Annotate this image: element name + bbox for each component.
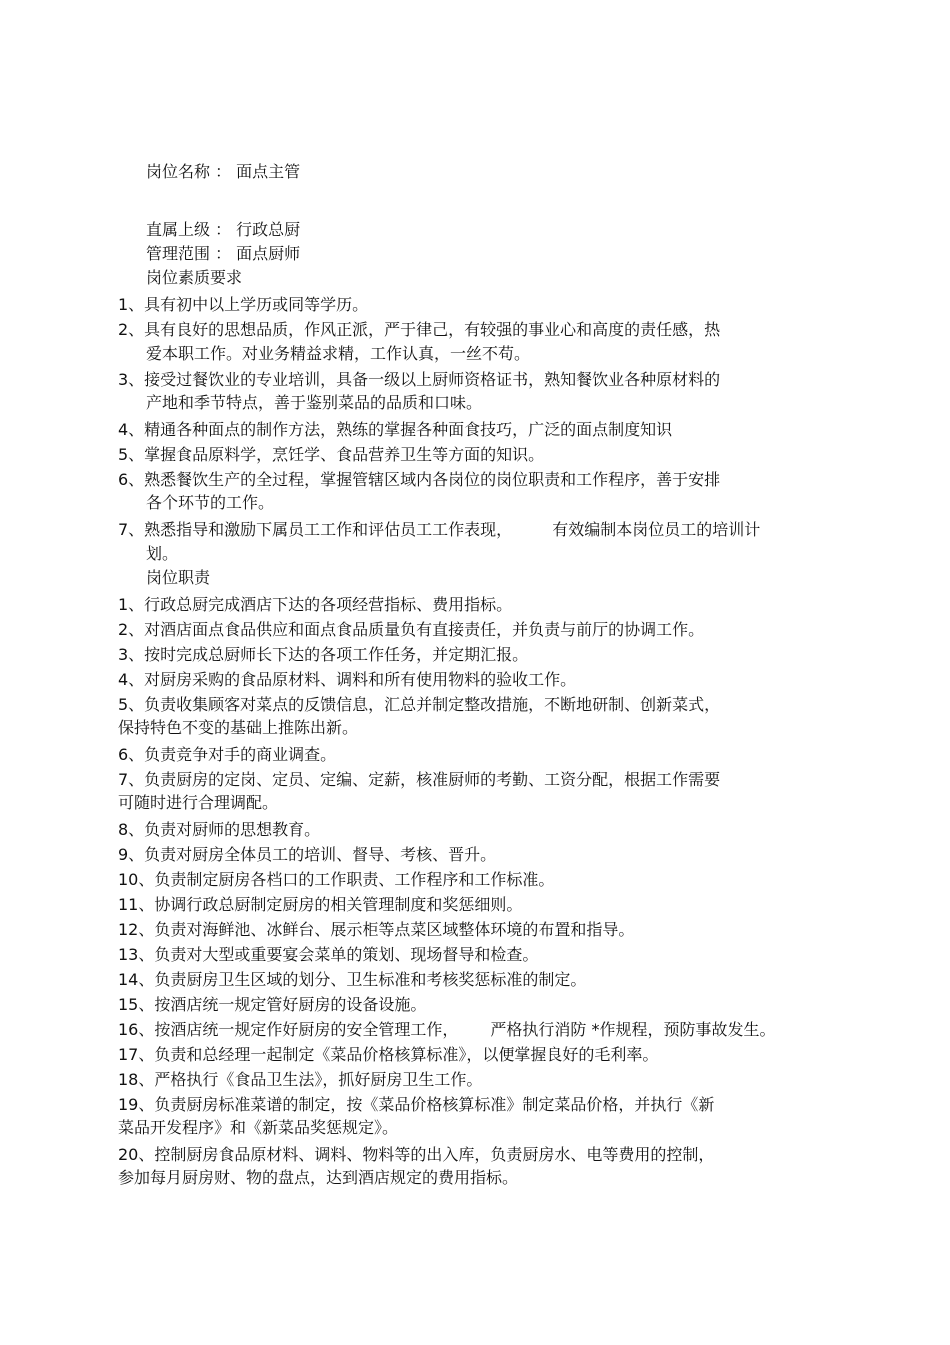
management-scope-line: 管理范围 ： 面点厨师 — [146, 244, 301, 263]
qualification-item-part: 7、熟悉指导和激励下属员工工作和评估员工工作表现， — [118, 520, 513, 539]
duty-item: 13、负责对大型或重要宴会菜单的策划、现场督导和检查。 — [118, 945, 539, 964]
duty-item: 11、协调行政总厨制定厨房的相关管理制度和奖惩细则。 — [118, 895, 523, 914]
duty-item-continuation: 菜品开发程序》和《新菜品奖惩规定》。 — [118, 1118, 399, 1137]
duty-item: 5、负责收集顾客对菜点的反馈信息，汇总并制定整改措施，不断地研制、创新菜式， — [118, 695, 721, 714]
duty-item: 6、负责竞争对手的商业调查。 — [118, 745, 337, 764]
qualification-item-continuation: 产地和季节特点，善于鉴别菜品的品质和口味。 — [146, 393, 483, 412]
duty-item-part: 16、按酒店统一规定作好厨房的安全管理工作， — [118, 1020, 459, 1039]
duty-item: 9、负责对厨房全体员工的培训、督导、考核、晋升。 — [118, 845, 497, 864]
duty-item: 15、按酒店统一规定管好厨房的设备设施。 — [118, 995, 427, 1014]
qualifications-heading: 岗位素质要求 — [146, 268, 243, 287]
duty-item: 20、控制厨房食品原材料、调料、物料等的出入库，负责厨房水、电等费用的控制， — [118, 1145, 715, 1164]
job-title-line: 岗位名称 ： 面点主管 — [146, 162, 301, 181]
qualification-item: 4、精通各种面点的制作方法，熟练的掌握各种面食技巧，广泛的面点制度知识 — [118, 420, 673, 439]
qualification-item: 5、掌握食品原料学，烹饪学、食品营养卫生等方面的知识。 — [118, 445, 545, 464]
qualification-item-continuation: 爱本职工作。对业务精益求精，工作认真，一丝不苟。 — [146, 344, 531, 363]
duty-item: 19、负责厨房标准菜谱的制定，按《菜品价格核算标准》制定菜品价格，并执行《新 — [118, 1095, 715, 1114]
qualification-item-continuation: 各个环节的工作。 — [146, 493, 275, 512]
qualification-item-part: 有效编制本岗位员工的培训计 — [552, 520, 761, 539]
duty-item-continuation: 参加每月厨房财、物的盘点，达到酒店规定的费用指标。 — [118, 1168, 519, 1187]
qualification-item: 3、接受过餐饮业的专业培训，具备一级以上厨师资格证书，熟知餐饮业各种原材料的 — [118, 370, 721, 389]
qualification-item-continuation: 划。 — [146, 544, 179, 563]
duty-item: 18、严格执行《食品卫生法》，抓好厨房卫生工作。 — [118, 1070, 483, 1089]
duty-item: 12、负责对海鲜池、冰鲜台、展示柜等点菜区域整体环境的布置和指导。 — [118, 920, 635, 939]
duty-item — [118, 1020, 775, 1040]
duty-item-continuation: 保持特色不变的基础上推陈出新。 — [118, 718, 359, 737]
qualification-item: 2、具有良好的思想品质，作风正派，严于律己，有较强的事业心和高度的责任感，热 — [118, 320, 721, 339]
duty-item: 17、负责和总经理一起制定《菜品价格核算标准》，以便掌握良好的毛利率。 — [118, 1045, 659, 1064]
qualification-item: 1、具有初中以上学历或同等学历。 — [118, 295, 369, 314]
qualification-item — [118, 520, 760, 540]
duty-item: 3、按时完成总厨师长下达的各项工作任务，并定期汇报。 — [118, 645, 529, 664]
direct-superior-line: 直属上级 ： 行政总厨 — [146, 220, 301, 239]
qualification-item: 6、熟悉餐饮生产的全过程，掌握管辖区域内各岗位的岗位职责和工作程序，善于安排 — [118, 470, 721, 489]
duty-item: 8、负责对厨师的思想教育。 — [118, 820, 321, 839]
duty-item: 2、对酒店面点食品供应和面点食品质量负有直接责任，并负责与前厅的协调工作。 — [118, 620, 705, 639]
duty-item: 14、负责厨房卫生区域的划分、卫生标准和考核奖惩标准的制定。 — [118, 970, 587, 989]
duties-heading: 岗位职责 — [146, 568, 211, 587]
duty-item-part: 严格执行消防 *作规程，预防事故发生。 — [490, 1020, 776, 1039]
duty-item: 4、对厨房采购的食品原材料、调料和所有使用物料的验收工作。 — [118, 670, 577, 689]
duty-item: 1、行政总厨完成酒店下达的各项经营指标、费用指标。 — [118, 595, 513, 614]
duty-item-continuation: 可随时进行合理调配。 — [118, 793, 279, 812]
duty-item: 7、负责厨房的定岗、定员、定编、定薪，核准厨师的考勤、工资分配，根据工作需要 — [118, 770, 721, 789]
duty-item: 10、负责制定厨房各档口的工作职责、工作程序和工作标准。 — [118, 870, 555, 889]
